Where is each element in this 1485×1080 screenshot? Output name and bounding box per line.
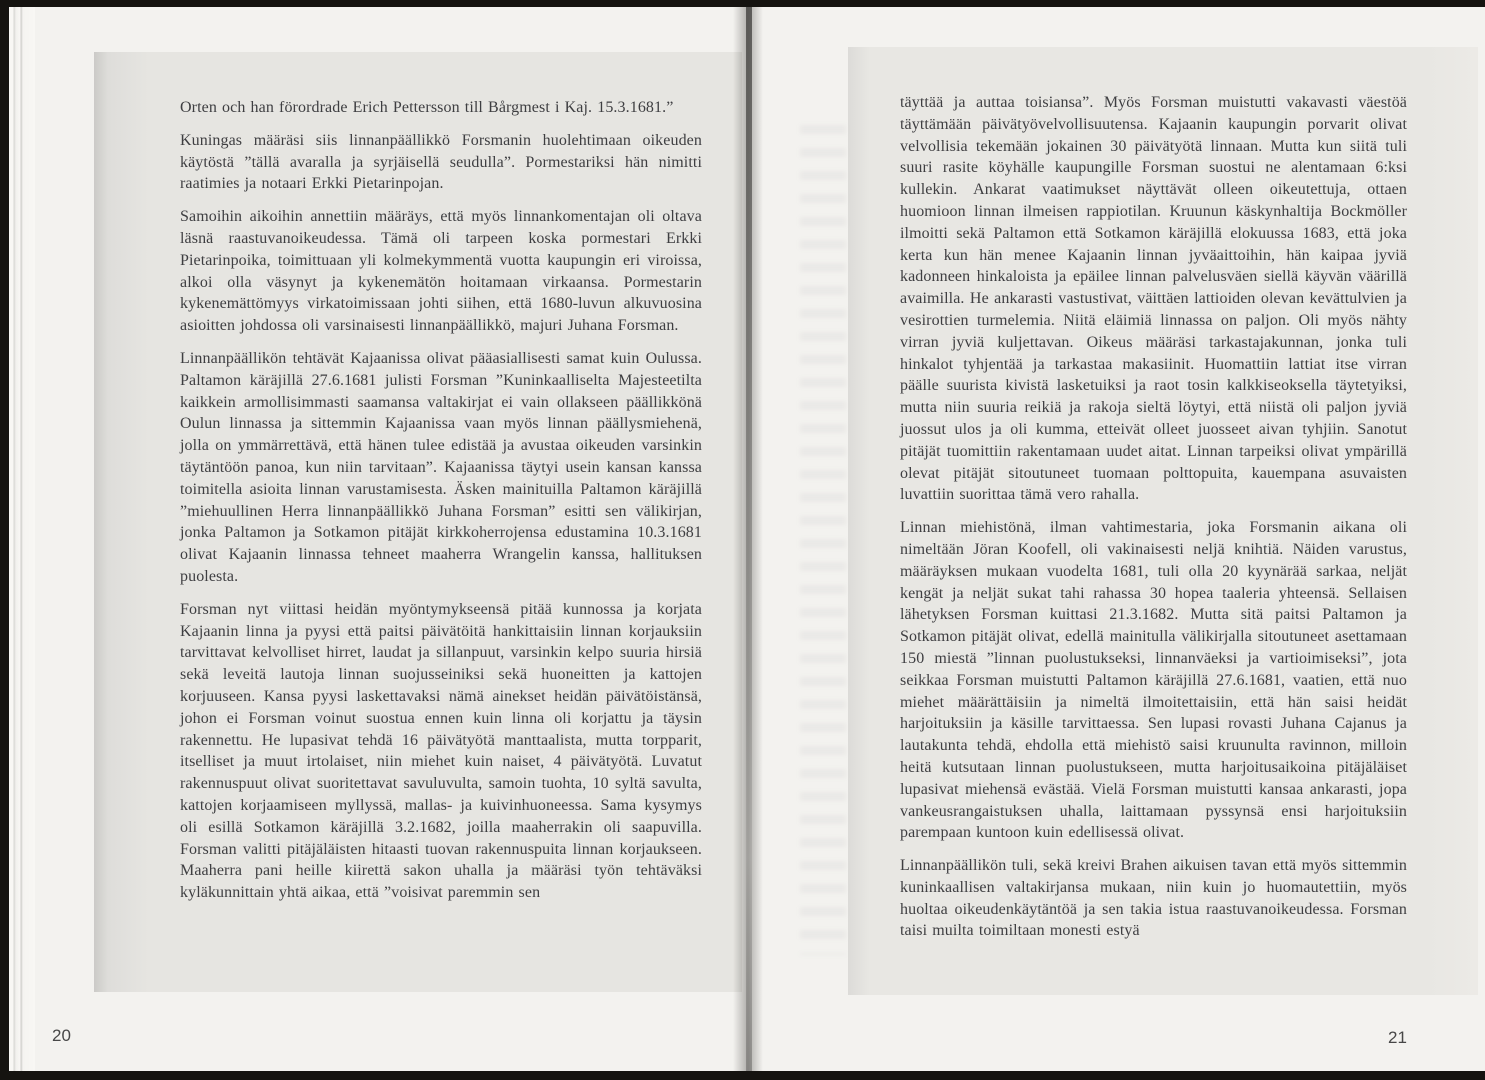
paragraph: täyttää ja auttaa toisiansa”. Myös Forsman muistutti vakavasti väestöä täyttämään päivätyövelvollisuutensa. Kajaanin kaupungin porvarit olivat velvollisia tekemään jokainen 30 päivätyötä linnaan. Mutta kun siitä tuli suuri rasite köyhälle kaupungille Forsman suostui ne alentamaan 6:ksi kullekin. Ankarat vaatimukset näyttävät olleen oikeutettuja, ottaen huomioon linnan ilmeisen rappiotilan. Kruunun käskynhaltija Bockmöller ilmoitti sekä Paltamon että Sotkamon käräjillä elokuussa 1683, että joka kerta kun hän menee Kajaanin linnan jyväaittoihin, hän kaipaa jyviä kadonneen hinkaloista ja epäilee linnan palvelusväen siellä käyvän väärillä avaimilla. He ankarasti vastustivat, väittäen lattioiden olevan kevättulvien ja vesirottien turmelemia. Niitä eläimiä linnassa on paljon. Oli myös nähty virran jyviä kuljettavan. Oikeus määräsi tarkastajakunnan, jonka tuli hinkalot tyhjentää ja tarkastaa makasiinit. Huomattiin lattiat itse virran päälle suurista kivistä lasketuiksi ja raot tosin kalkkiseoksella täytetyiksi, mutta niin suuria reikiä ja rakoja sieltä löytyi, että niistä oli paljon jyviä juossut ulos ja oli kumma, etteivät olleet juosseet aivan tyhjiin. Sanotut pitäjät tuomittiin rakentamaan uudet aitat. Linnan tarpeiksi olivat ympärillä olevat pitäjät sitoutuneet tuomaan polttopuita, kauempana asuvaisten luvattiin suorittaa tämä vero rahalla. [900, 94, 1407, 504]
paragraph: Linnanpäällikön tehtävät Kajaanissa olivat pääasiallisesti samat kuin Oulussa. Paltamon käräjillä 27.6.1681 julisti Forsman ”Kuninkaalliselta Majesteetilta kaikkein armollisimmasti saamansa valtakirjat ei vain ollakseen päällikkönä Oulun linnassa ja sittemmin Kajaanissa vaan myös linnan päällysmiehenä, jolla on ymmärrettävä, että hänen tulee edistää ja avustaa oikeuden varsinkin täytäntöön panoa, kun niin tarvitaan”. Kajaanissa täytyi usein kansan kanssa toimitella asioita linnan varustamisesta. Äsken mainituilla Paltamon käräjillä ”miehuullinen Herra linnanpäällikkö Juhana Forsman” esitti sen välikirjan, jonka Paltamon ja Sotkamon pitäjät kirkkoherrojensa edustamina 10.3.1681 olivat Kajaanin linnassa tehneet maaherra Wrangelin kanssa, hallituksen puolesta. [180, 349, 702, 585]
scan-bottom-edge [0, 1071, 1485, 1080]
page-number-right: 21 [1388, 1028, 1407, 1047]
scan-left-edge [0, 0, 9, 1080]
page-number-left: 20 [52, 1026, 71, 1045]
paragraph: Orten och han förordrade Erich Pettersson till Bårgmest i Kaj. 15.3.1681.” [180, 99, 674, 116]
scan-top-edge [0, 0, 1485, 7]
page-stack-edges [9, 0, 35, 1080]
gutter-fold-line [746, 7, 752, 1071]
right-page-text [900, 92, 1407, 953]
paragraph: Samoihin aikoihin annettiin määräys, että myös linnankomentajan oli oltava läsnä raastuvanoikeudessa. Tämä oli tarpeen koska pormestari Erkki Pietarinpoika, toimittuaan yli kolmekymmentä vuotta kaupungin eri viroissa, alkoi olla väsynyt ja kykenemätön hoitamaan virkaansa. Pormestarin kykenemättömyys virkatoimissaan johti siihen, että 1680-luvun alkuvuosina asioitten johdossa oli varsinaisesti linnanpäällikkö, majuri Juhana Forsman. [180, 208, 702, 335]
paragraph: Linnan miehistönä, ilman vahtimestaria, joka Forsmanin aikana oli nimeltään Jöran Koofell, oli vakinaisesti neljä knihtiä. Näiden varustus, määräyksen mukaan vuodelta 1681, tuli olla 20 kyynärää sarkaa, neljät kengät ja neljät sukat tahi rahassa 30 hopea taaleria yhteensä. Sellaisen lähetyksen Forsman kuittasi 21.3.1682. Mutta sitä paitsi Paltamon ja Sotkamon pitäjät olivat, edellä mainitulla välikirjalla sitoutuneet asettamaan 150 miestä ”linnan puolustukseksi, linnanväeksi ja vartioimiseksi”, jota seikkaa Forsman muistutti Paltamon käräjillä 27.6.1681, vaatien, että nuo miehet määrättäisiin ja nimeltä ilmoitettaisiin, että hän saisi heidät harjoituksiin ja käsille tarvittaessa. Sen lupasi rovasti Juhana Cajanus ja lautakunta tehdä, ehdolla että miehistö saisi kruunulta ravinnon, milloin heitä kutsutaan linnan puolustukseen, mutta harjoitusaikoina pitäjäläiset lupasivat miehensä evästää. Vielä Forsman muistutti kansaa ankarasti, jopa vankeusrangaistuksen uhalla, laittamaan pyssynsä ensi harjoituksiin parempaan kuntoon kuin edellisessä olivat. [900, 519, 1407, 842]
paragraph: Kuningas määräsi siis linnanpäällikkö Forsmanin huolehtimaan oikeuden käytöstä ”tällä avaralla ja syrjäisellä seudulla”. Pormestariksi hän nimitti raatimies ja notaari Erkki Pietarinpojan. [180, 131, 702, 193]
paragraph: Linnanpäällikön tuli, sekä kreivi Brahen aikuisen tavan että myös sittemmin kuninkaallisen valtakirjansa mukaan, niin kuin jo huomautettiin, myös huoltaa oikeudenkäytäntöä ja sen takia istua raastuvanoikeudessa. Forsman taisi muilta toimiltaan monesti estyä [900, 857, 1407, 940]
left-page-text [180, 97, 702, 915]
paragraph: Forsman nyt viittasi heidän myöntymykseensä pitää kunnossa ja korjata Kajaanin linna ja pyysi että paitsi päivätöitä hankittaisiin linnan korjauksiin tarvittavat kelvolliset hirret, laudat ja sillanpuut, varsinkin kelpo suuria hirsiä sekä leveitä lautoja linnan suojusseiniksi sekä huoneitten ja kattojen korjuuseen. Kansa pyysi laskettavaksi nämä ainekset heidän päivätöistänsä, johon ei Forsman voinut suostua ennen kuin linna oli korjattu ja täysin rakennettu. He lupasivat tehdä 16 päivätyötä manttaalista, mutta torpparit, itselliset ja muut irtolaiset, niin miehet kuin naiset, 4 päivätyötä. Luvatut rakennuspuut olivat suoritettavat savuluvulta, samoin tuohta, 10 syltä savulta, kattojen korjaamiseen myllyssä, mallas- ja kuivinhuoneessa. Sama kysymys oli esillä Sotkamon käräjillä 3.2.1682, joilla maaherrakin oli saapuvilla. Forsman valitti pitäjäläisten hitaasti tuovan rakennuspuita linnan korjaukseen. Maaherra pani heille kiirettä sakon uhalla ja määräsi työn tehtäväksi kyläkunnittain yhtä aikaa, että ”voisivat paremmin sen [180, 600, 702, 902]
bleedthrough-ghost [800, 125, 846, 955]
